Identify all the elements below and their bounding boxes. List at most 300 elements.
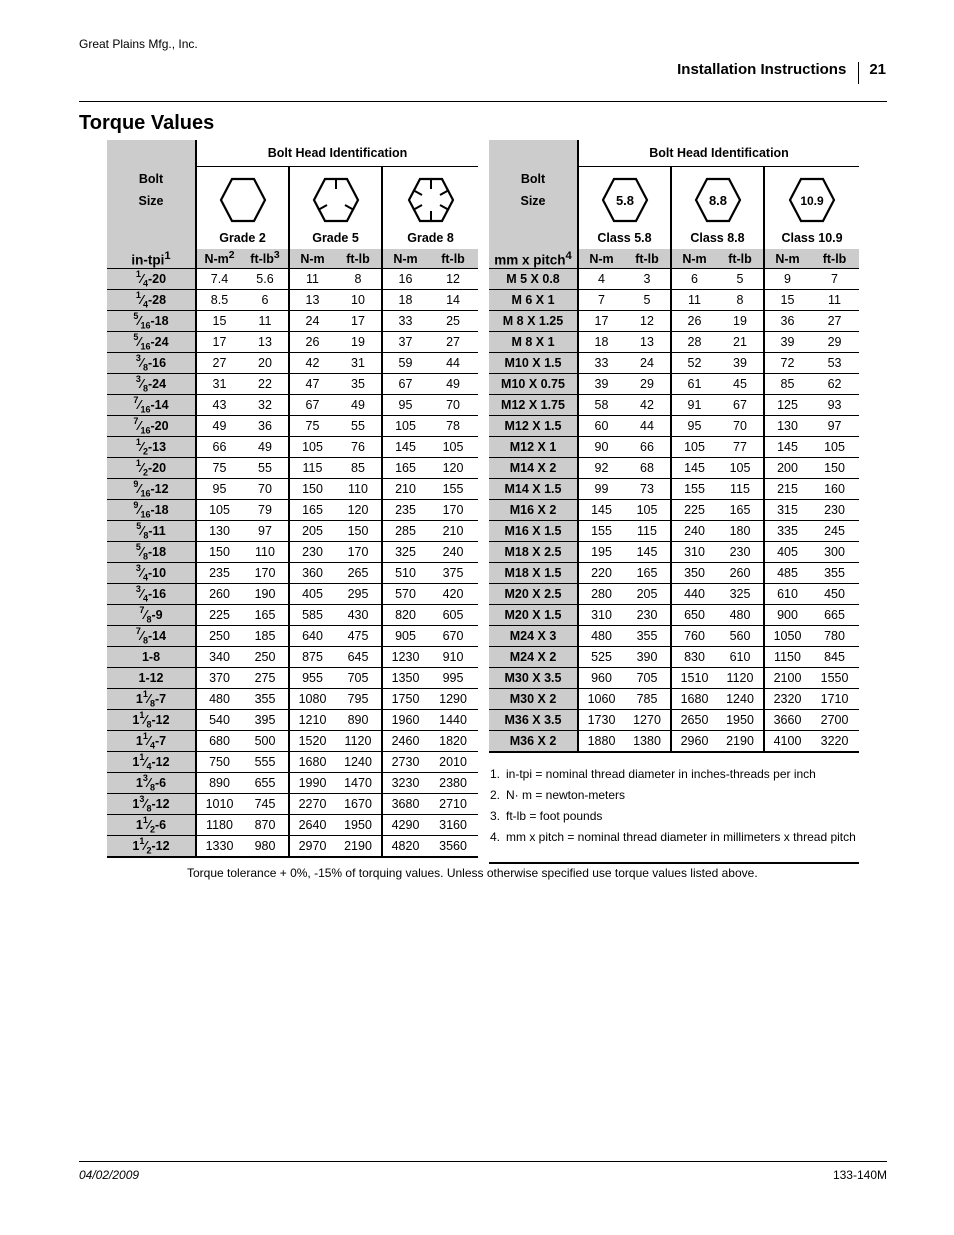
table-row <box>107 500 478 521</box>
bolt-size-cell: $^5⁄_8-11$ <box>107 521 196 542</box>
torque-value-cell: 1950 <box>717 710 764 731</box>
bolt-size-cell: $1^1⁄_8-7$ <box>107 689 196 710</box>
torque-value-cell: 39 <box>764 332 810 353</box>
bolt-size-cell: $^7⁄_{16}-20$ <box>107 416 196 437</box>
torque-value-cell: 18 <box>382 290 428 311</box>
notes-bottom-rule <box>489 862 859 864</box>
torque-value-cell: 205 <box>289 521 335 542</box>
torque-value-cell: 450 <box>810 584 859 605</box>
torque-value-cell: 240 <box>428 542 478 563</box>
torque-value-cell: 92 <box>578 458 624 479</box>
metric-size-unit-label: mm x pitch$^4$ <box>489 249 578 269</box>
torque-value-cell: 26 <box>671 311 717 332</box>
grade5-head-icon <box>289 167 382 228</box>
torque-value-cell: 210 <box>428 521 478 542</box>
torque-value-cell: 190 <box>242 584 289 605</box>
bolt-size-cell: M20 X 1.5 <box>489 605 578 626</box>
torque-value-cell: 1880 <box>578 731 624 753</box>
table-row <box>489 605 859 626</box>
torque-value-cell: 1230 <box>382 647 428 668</box>
torque-value-cell: 1440 <box>428 710 478 731</box>
tolerance-note: Torque tolerance + 0%, -15% of torquing values. Unless otherwise specified use torque values listed above. <box>187 866 758 880</box>
torque-value-cell: 44 <box>428 353 478 374</box>
bolt-size-cell: M20 X 2.5 <box>489 584 578 605</box>
bolt-size-cell: 1-12 <box>107 668 196 689</box>
torque-value-cell: 49 <box>428 374 478 395</box>
torque-value-cell: 36 <box>764 311 810 332</box>
torque-value-cell: 19 <box>717 311 764 332</box>
torque-value-cell: 120 <box>428 458 478 479</box>
torque-value-cell: 21 <box>717 332 764 353</box>
bolt-size-cell: M12 X 1.5 <box>489 416 578 437</box>
bolt-size-cell: $^1⁄_4-20$ <box>107 269 196 290</box>
torque-value-cell: 405 <box>764 542 810 563</box>
torque-value-cell: 95 <box>196 479 242 500</box>
table-row <box>489 269 859 290</box>
torque-value-cell: 670 <box>428 626 478 647</box>
bolt-size-cell: $^7⁄_{16}-14$ <box>107 395 196 416</box>
torque-value-cell: 745 <box>242 794 289 815</box>
torque-value-cell: 645 <box>335 647 382 668</box>
torque-value-cell: 31 <box>196 374 242 395</box>
torque-value-cell: 70 <box>717 416 764 437</box>
torque-value-cell: 300 <box>810 542 859 563</box>
table-row <box>489 311 859 332</box>
torque-value-cell: 49 <box>196 416 242 437</box>
torque-value-cell: 53 <box>810 353 859 374</box>
torque-value-cell: 215 <box>764 479 810 500</box>
bolt-size-cell: $1^1⁄_8-12$ <box>107 710 196 731</box>
torque-value-cell: 870 <box>242 815 289 836</box>
table-row <box>107 584 478 605</box>
table-row <box>107 752 478 773</box>
torque-value-cell: 105 <box>624 500 671 521</box>
bolt-size-cell: $^7⁄_8-9$ <box>107 605 196 626</box>
torque-value-cell: 295 <box>335 584 382 605</box>
footnote-text: ft-lb = foot pounds <box>506 809 603 823</box>
torque-value-cell: 355 <box>810 563 859 584</box>
size-unit-label: in-tpi$^1$ <box>107 249 196 269</box>
torque-value-cell: 980 <box>242 836 289 858</box>
torque-value-cell: 955 <box>289 668 335 689</box>
torque-value-cell: 3230 <box>382 773 428 794</box>
torque-value-cell: 1080 <box>289 689 335 710</box>
torque-value-cell: 205 <box>624 584 671 605</box>
torque-value-cell: 85 <box>335 458 382 479</box>
bolt-size-cell: M 6 X 1 <box>489 290 578 311</box>
bolt-size-cell: $^5⁄_{16}-18$ <box>107 311 196 332</box>
torque-value-cell: 145 <box>578 500 624 521</box>
grade-5-label: Grade 5 <box>289 227 382 249</box>
torque-value-cell: 110 <box>242 542 289 563</box>
torque-value-cell: 7 <box>578 290 624 311</box>
torque-value-cell: 1750 <box>382 689 428 710</box>
bolt-size-cell: M 8 X 1 <box>489 332 578 353</box>
torque-value-cell: 49 <box>242 437 289 458</box>
torque-value-cell: 110 <box>335 479 382 500</box>
torque-value-cell: 11 <box>810 290 859 311</box>
table-row <box>107 647 478 668</box>
table-row <box>489 416 859 437</box>
torque-value-cell: 610 <box>764 584 810 605</box>
torque-value-cell: 325 <box>382 542 428 563</box>
torque-value-cell: 49 <box>335 395 382 416</box>
metric-bolt-size-header: Bolt Size <box>489 140 578 249</box>
torque-value-cell: 420 <box>428 584 478 605</box>
torque-value-cell: 9 <box>764 269 810 290</box>
torque-value-cell: 8 <box>335 269 382 290</box>
torque-value-cell: 1180 <box>196 815 242 836</box>
bolt-size-cell: M24 X 2 <box>489 647 578 668</box>
torque-value-cell: 2650 <box>671 710 717 731</box>
torque-value-cell: 165 <box>717 500 764 521</box>
torque-value-cell: 145 <box>764 437 810 458</box>
bolt-size-cell: $1^3⁄_8-12$ <box>107 794 196 815</box>
bolt-size-cell: $^1⁄_2-13$ <box>107 437 196 458</box>
torque-value-cell: 93 <box>810 395 859 416</box>
torque-value-cell: 1240 <box>335 752 382 773</box>
grade8-head-icon <box>382 167 478 228</box>
torque-value-cell: 960 <box>578 668 624 689</box>
table-row <box>107 773 478 794</box>
bolt-size-cell: M10 X 0.75 <box>489 374 578 395</box>
torque-value-cell: 900 <box>764 605 810 626</box>
bolt-size-cell: M12 X 1.75 <box>489 395 578 416</box>
torque-value-cell: 3560 <box>428 836 478 858</box>
bolt-size-cell: $^7⁄_8-14$ <box>107 626 196 647</box>
torque-value-cell: 31 <box>335 353 382 374</box>
torque-value-cell: 115 <box>717 479 764 500</box>
metric-unit-header: ft-lb <box>810 249 859 269</box>
torque-value-cell: 680 <box>196 731 242 752</box>
table-row <box>489 479 859 500</box>
torque-value-cell: 6 <box>242 290 289 311</box>
torque-value-cell: 310 <box>578 605 624 626</box>
torque-value-cell: 4 <box>578 269 624 290</box>
torque-value-cell: 155 <box>578 521 624 542</box>
bolt-size-header: Bolt Size <box>107 140 196 249</box>
torque-value-cell: 2320 <box>764 689 810 710</box>
torque-value-cell: 130 <box>196 521 242 542</box>
torque-value-cell: 3160 <box>428 815 478 836</box>
torque-value-cell: 150 <box>196 542 242 563</box>
torque-value-cell: 260 <box>717 563 764 584</box>
bolt-size-cell: M30 X 2 <box>489 689 578 710</box>
torque-value-cell: 350 <box>671 563 717 584</box>
table-row <box>489 542 859 563</box>
footnote-text: mm x pitch = nominal thread diameter in millimeters x thread pitch <box>506 830 856 844</box>
metric-unit-header: N-m <box>578 249 624 269</box>
bolt-size-cell: 1-8 <box>107 647 196 668</box>
torque-value-cell: 105 <box>671 437 717 458</box>
torque-value-cell: 395 <box>242 710 289 731</box>
torque-value-cell: 70 <box>428 395 478 416</box>
torque-value-cell: 5.6 <box>242 269 289 290</box>
torque-value-cell: 1820 <box>428 731 478 752</box>
torque-value-cell: 39 <box>717 353 764 374</box>
torque-value-cell: 47 <box>289 374 335 395</box>
bolt-size-cell: M12 X 1 <box>489 437 578 458</box>
table-row <box>107 437 478 458</box>
torque-value-cell: 59 <box>382 353 428 374</box>
class88-head-icon <box>671 167 764 228</box>
footnote-item <box>490 767 858 781</box>
torque-value-cell: 475 <box>335 626 382 647</box>
torque-value-cell: 68 <box>624 458 671 479</box>
torque-value-cell: 335 <box>764 521 810 542</box>
torque-value-cell: 55 <box>335 416 382 437</box>
torque-value-cell: 8.5 <box>196 290 242 311</box>
torque-value-cell: 8 <box>717 290 764 311</box>
torque-value-cell: 1240 <box>717 689 764 710</box>
footnote-item <box>490 809 858 823</box>
grade-2-label: Grade 2 <box>196 227 289 249</box>
bolt-size-cell: $1^1⁄_4-7$ <box>107 731 196 752</box>
torque-value-cell: 150 <box>335 521 382 542</box>
torque-value-cell: 570 <box>382 584 428 605</box>
torque-value-cell: 355 <box>624 626 671 647</box>
torque-value-cell: 325 <box>717 584 764 605</box>
metric-unit-header: N-m <box>671 249 717 269</box>
torque-value-cell: 235 <box>382 500 428 521</box>
table-row <box>489 689 859 710</box>
torque-value-cell: 2970 <box>289 836 335 858</box>
torque-value-cell: 79 <box>242 500 289 521</box>
torque-value-cell: 2460 <box>382 731 428 752</box>
torque-value-cell: 890 <box>196 773 242 794</box>
torque-value-cell: 185 <box>242 626 289 647</box>
torque-value-cell: 44 <box>624 416 671 437</box>
grade2-head-icon <box>196 167 289 228</box>
torque-value-cell: 11 <box>671 290 717 311</box>
header-rule <box>79 101 887 102</box>
footnote-number: 1. <box>490 767 501 781</box>
torque-value-cell: 1350 <box>382 668 428 689</box>
torque-value-cell: 58 <box>578 395 624 416</box>
torque-value-cell: 180 <box>717 521 764 542</box>
torque-value-cell: 145 <box>624 542 671 563</box>
bolt-size-cell: M16 X 2 <box>489 500 578 521</box>
torque-value-cell: 145 <box>382 437 428 458</box>
bolt-size-cell: $^3⁄_4-16$ <box>107 584 196 605</box>
table-row <box>107 836 478 858</box>
torque-value-cell: 780 <box>810 626 859 647</box>
torque-value-cell: 39 <box>578 374 624 395</box>
bolt-size-cell: M16 X 1.5 <box>489 521 578 542</box>
torque-value-cell: 390 <box>624 647 671 668</box>
torque-value-cell: 845 <box>810 647 859 668</box>
bolt-size-cell: M18 X 1.5 <box>489 563 578 584</box>
torque-value-cell: 155 <box>671 479 717 500</box>
torque-value-cell: 15 <box>196 311 242 332</box>
bolt-size-cell: $^9⁄_{16}-12$ <box>107 479 196 500</box>
torque-value-cell: 95 <box>382 395 428 416</box>
torque-value-cell: 24 <box>289 311 335 332</box>
table-row <box>107 479 478 500</box>
torque-value-cell: 705 <box>624 668 671 689</box>
torque-value-cell: 230 <box>810 500 859 521</box>
torque-value-cell: 1990 <box>289 773 335 794</box>
torque-value-cell: 2960 <box>671 731 717 753</box>
table-row <box>489 731 859 753</box>
torque-value-cell: 33 <box>382 311 428 332</box>
table-row <box>107 269 478 290</box>
torque-value-cell: 1330 <box>196 836 242 858</box>
table-row <box>107 815 478 836</box>
torque-value-cell: 15 <box>764 290 810 311</box>
bolt-size-cell: $^3⁄_4-10$ <box>107 563 196 584</box>
torque-value-cell: 2190 <box>717 731 764 753</box>
footnote-number: 4. <box>490 830 501 844</box>
table-row <box>107 605 478 626</box>
torque-value-cell: 150 <box>810 458 859 479</box>
torque-value-cell: 510 <box>382 563 428 584</box>
class-88-label: Class 8.8 <box>671 227 764 249</box>
torque-value-cell: 78 <box>428 416 478 437</box>
torque-value-cell: 1380 <box>624 731 671 753</box>
metric-unit-header: ft-lb <box>624 249 671 269</box>
torque-value-cell: 26 <box>289 332 335 353</box>
torque-value-cell: 610 <box>717 647 764 668</box>
torque-value-cell: 440 <box>671 584 717 605</box>
torque-value-cell: 230 <box>289 542 335 563</box>
torque-value-cell: 1730 <box>578 710 624 731</box>
table-row <box>489 290 859 311</box>
bolt-head-id-title: Bolt Head Identification <box>196 140 478 167</box>
torque-value-cell: 1950 <box>335 815 382 836</box>
page-number: 21 <box>869 60 886 78</box>
torque-value-cell: 195 <box>578 542 624 563</box>
torque-value-cell: 61 <box>671 374 717 395</box>
torque-value-cell: 2640 <box>289 815 335 836</box>
torque-value-cell: 105 <box>289 437 335 458</box>
torque-value-cell: 235 <box>196 563 242 584</box>
torque-value-cell: 430 <box>335 605 382 626</box>
torque-value-cell: 145 <box>671 458 717 479</box>
footnote-item <box>490 830 858 844</box>
torque-value-cell: 67 <box>717 395 764 416</box>
inch-unit-header: $ft-lb^3$ <box>242 249 289 269</box>
torque-value-cell: 33 <box>578 353 624 374</box>
torque-value-cell: 890 <box>335 710 382 731</box>
bolt-size-cell: $^1⁄_4-28$ <box>107 290 196 311</box>
inch-unit-header: N-m <box>289 249 335 269</box>
torque-value-cell: 275 <box>242 668 289 689</box>
torque-value-cell: 1010 <box>196 794 242 815</box>
torque-value-cell: 105 <box>717 458 764 479</box>
class-58-label: Class 5.8 <box>578 227 671 249</box>
torque-value-cell: 24 <box>624 353 671 374</box>
bolt-size-cell: M36 X 2 <box>489 731 578 753</box>
torque-value-cell: 105 <box>428 437 478 458</box>
torque-value-cell: 165 <box>382 458 428 479</box>
table-row <box>489 521 859 542</box>
torque-value-cell: 10 <box>335 290 382 311</box>
torque-value-cell: 165 <box>242 605 289 626</box>
torque-value-cell: 17 <box>578 311 624 332</box>
torque-value-cell: 705 <box>335 668 382 689</box>
torque-value-cell: 42 <box>289 353 335 374</box>
table-row <box>489 584 859 605</box>
class109-head-icon <box>764 167 859 228</box>
torque-value-cell: 130 <box>764 416 810 437</box>
torque-value-cell: 280 <box>578 584 624 605</box>
torque-value-cell: 3 <box>624 269 671 290</box>
footnotes-list <box>490 767 858 851</box>
torque-value-cell: 97 <box>810 416 859 437</box>
torque-value-cell: 210 <box>382 479 428 500</box>
inch-torque-table <box>107 140 478 858</box>
bolt-size-cell: $1^1⁄_4-12$ <box>107 752 196 773</box>
class-109-label: Class 10.9 <box>781 231 843 245</box>
torque-value-cell: 250 <box>196 626 242 647</box>
bolt-size-cell: M 5 X 0.8 <box>489 269 578 290</box>
table-row <box>107 374 478 395</box>
footnote-text: N· m = newton-meters <box>506 788 626 802</box>
torque-value-cell: 170 <box>335 542 382 563</box>
torque-value-cell: 1680 <box>671 689 717 710</box>
torque-value-cell: 5 <box>624 290 671 311</box>
torque-value-cell: 560 <box>717 626 764 647</box>
torque-value-cell: 1120 <box>717 668 764 689</box>
torque-value-cell: 36 <box>242 416 289 437</box>
torque-value-cell: 5 <box>717 269 764 290</box>
table-row <box>489 353 859 374</box>
table-row <box>107 794 478 815</box>
torque-value-cell: 70 <box>242 479 289 500</box>
torque-value-cell: 7 <box>810 269 859 290</box>
torque-value-cell: 90 <box>578 437 624 458</box>
torque-value-cell: 200 <box>764 458 810 479</box>
torque-value-cell: 76 <box>335 437 382 458</box>
torque-value-cell: 1670 <box>335 794 382 815</box>
torque-value-cell: 66 <box>624 437 671 458</box>
table-row <box>489 500 859 521</box>
header-divider <box>858 62 859 84</box>
torque-value-cell: 3660 <box>764 710 810 731</box>
torque-value-cell: 55 <box>242 458 289 479</box>
torque-value-cell: 60 <box>578 416 624 437</box>
torque-value-cell: 370 <box>196 668 242 689</box>
table-row <box>107 353 478 374</box>
table-row <box>107 521 478 542</box>
torque-value-cell: 480 <box>196 689 242 710</box>
torque-value-cell: 75 <box>196 458 242 479</box>
grade-8-label: Grade 8 <box>407 231 454 245</box>
torque-value-cell: 2010 <box>428 752 478 773</box>
torque-value-cell: 29 <box>624 374 671 395</box>
torque-value-cell: 525 <box>578 647 624 668</box>
torque-value-cell: 1290 <box>428 689 478 710</box>
table-row <box>107 563 478 584</box>
torque-value-cell: 875 <box>289 647 335 668</box>
bolt-size-cell: $^3⁄_8-16$ <box>107 353 196 374</box>
torque-value-cell: 1550 <box>810 668 859 689</box>
bolt-size-cell: $^5⁄_{16}-24$ <box>107 332 196 353</box>
torque-value-cell: 28 <box>671 332 717 353</box>
torque-value-cell: 170 <box>242 563 289 584</box>
torque-value-cell: 1470 <box>335 773 382 794</box>
torque-value-cell: 500 <box>242 731 289 752</box>
torque-value-cell: 1050 <box>764 626 810 647</box>
section-title: Installation Instructions <box>677 60 847 78</box>
bolt-size-cell: M30 X 3.5 <box>489 668 578 689</box>
torque-value-cell: 155 <box>428 479 478 500</box>
torque-value-cell: 67 <box>382 374 428 395</box>
torque-value-cell: 62 <box>810 374 859 395</box>
torque-value-cell: 4820 <box>382 836 428 858</box>
torque-value-cell: 1060 <box>578 689 624 710</box>
